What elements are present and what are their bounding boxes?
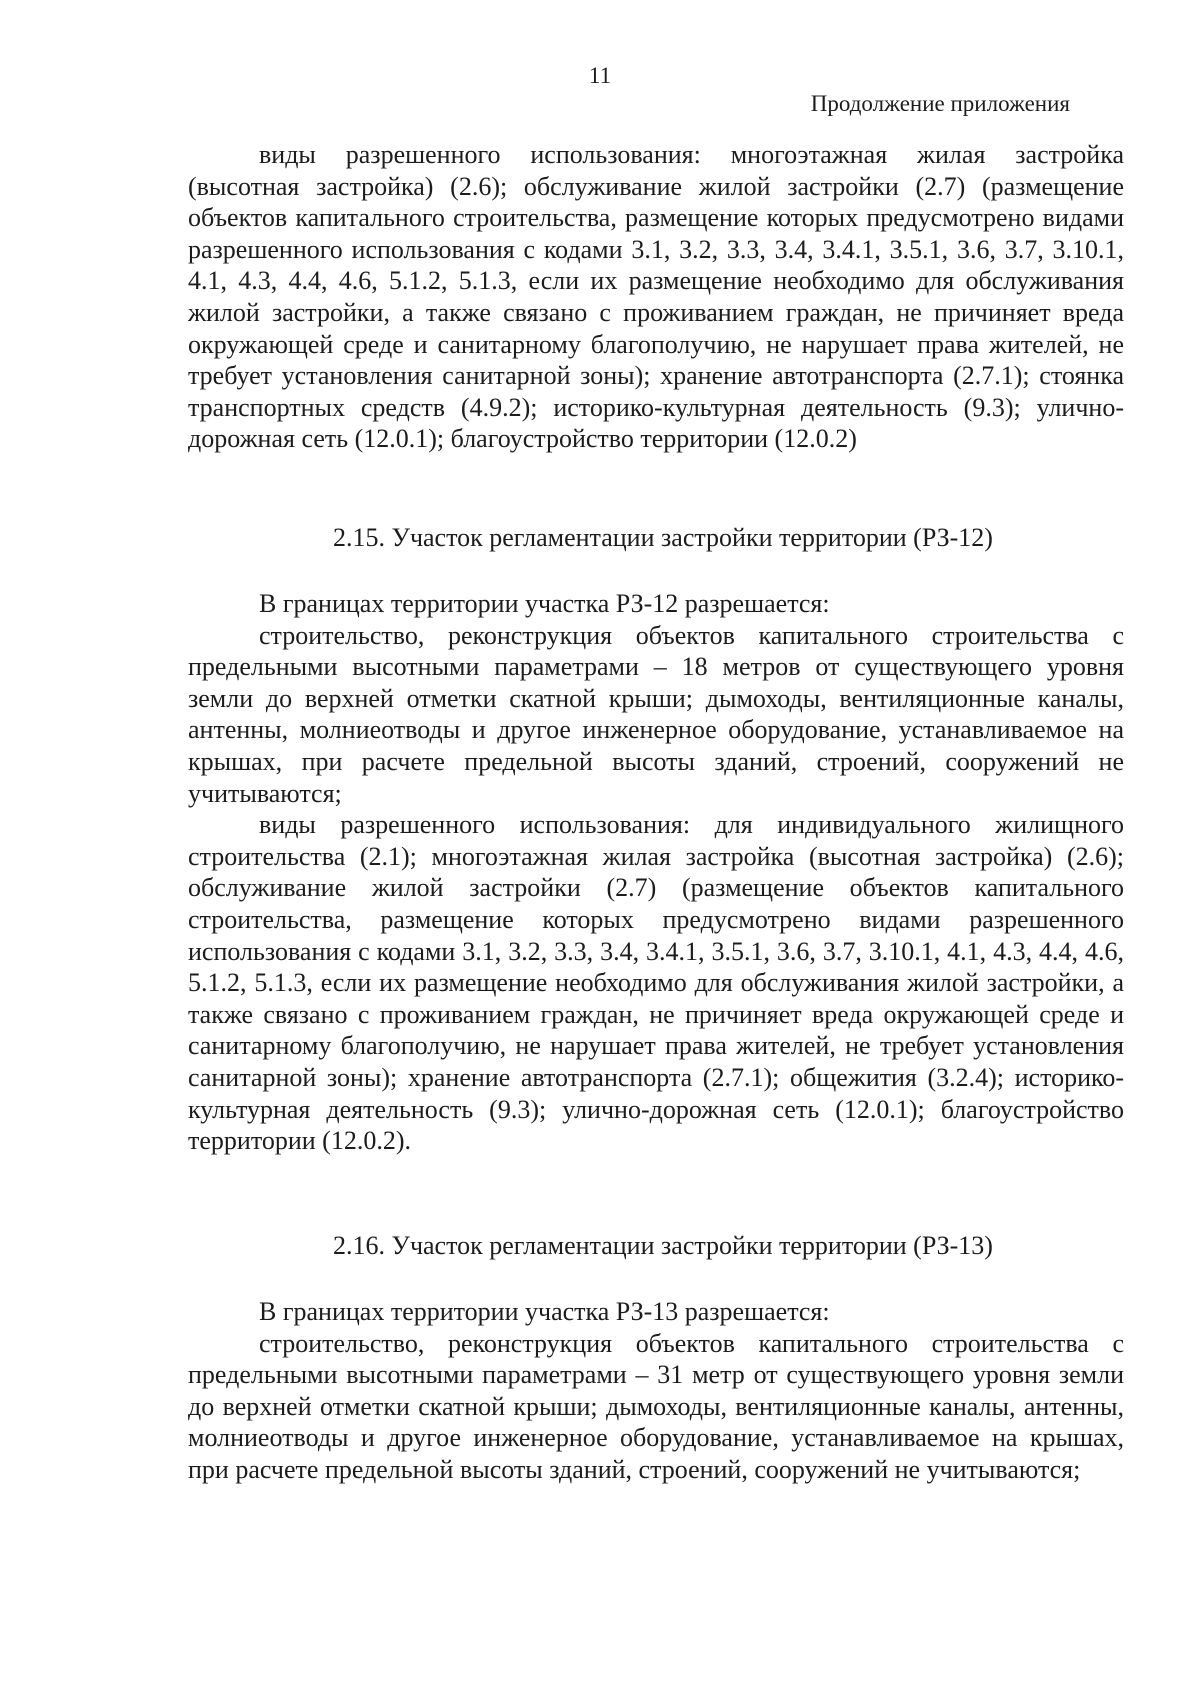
construction-paragraph: строительство, реконструкция объектов капитального строительства с предельными высотными параметрами – 18 метров от существующего уровня земли до верхней отметки скатной крыши; дымоходы, вентиляционные каналы, антенны, молниеотводы и другое инженерное оборудование, устанавливаемое на крышах, при расчете предельной высоты зданий, строений, сооружений не учитываются; — [188, 620, 1124, 808]
running-header: Продолжение приложения — [810, 91, 1070, 116]
section-2-16-body — [188, 1296, 1124, 1486]
section-intro: В границах территории участка РЗ-12 разрешается: — [259, 589, 830, 618]
section-heading-2-16: 2.16. Участок регламентации застройки территории (РЗ-13) — [333, 1231, 993, 1260]
section-heading-2-15: 2.15. Участок регламентации застройки территории (РЗ-12) — [333, 523, 993, 552]
page-number: 11 — [588, 63, 612, 88]
section-2-15-body — [188, 588, 1124, 1157]
section-intro: В границах территории участка РЗ-13 разрешается: — [259, 1297, 830, 1326]
permitted-uses-paragraph: виды разрешенного использования: многоэтажная жилая застройка (высотная застройка) (2.6); обслуживание жилой застройки (2.7) (размещение объектов капитального строительства, размещение которых предусмотрено видами разрешенного использования с кодами 3.1, 3.2, 3.3, 3.4, 3.4.1, 3.5.1, 3.6, 3.7, 3.10.1, 4.1, 4.3, 4.4, 4.6, 5.1.2, 5.1.3, если их размещение необходимо для обслуживания жилой застройки, а также связано с проживанием граждан, не причиняет вреда окружающей среде и санитарному благополучию, не нарушает права жителей, не требует установления санитарной зоны); хранение автотранспорта (2.7.1); стоянка транспортных средств (4.9.2); историко-культурная деятельность (9.3); улично-дорожная сеть (12.0.1); благоустройство территории (12.0.2) — [188, 140, 1124, 454]
construction-paragraph: строительство, реконструкция объектов капитального строительства с предельными высотными параметрами – 31 метр от существующего уровня земли до верхней отметки скатной крыши; дымоходы, вентиляционные каналы, антенны, молниеотводы и другое инженерное оборудование, устанавливаемое на крышах, при расчете предельной высоты зданий, строений, сооружений не учитываются; — [188, 1328, 1124, 1484]
permitted-uses-paragraph: виды разрешенного использования: для индивидуального жилищного строительства (2.1); многоэтажная жилая застройка (высотная застройка) (2.6); обслуживание жилой застройки (2.7) (размещение объектов капитального строительства, размещение которых предусмотрено видами разрешенного использования с кодами 3.1, 3.2, 3.3, 3.4, 3.4.1, 3.5.1, 3.6, 3.7, 3.10.1, 4.1, 4.3, 4.4, 4.6, 5.1.2, 5.1.3, если их размещение необходимо для обслуживания жилой застройки, а также связано с проживанием граждан, не причиняет вреда окружающей среде и санитарному благополучию, не нарушает права жителей, не требует установления санитарной зоны); хранение автотранспорта (2.7.1); общежития (3.2.4); историко-культурная деятельность (9.3); улично-дорожная сеть (12.0.1); благоустройство территории (12.0.2). — [188, 810, 1124, 1156]
continued-text-block — [188, 139, 1124, 455]
